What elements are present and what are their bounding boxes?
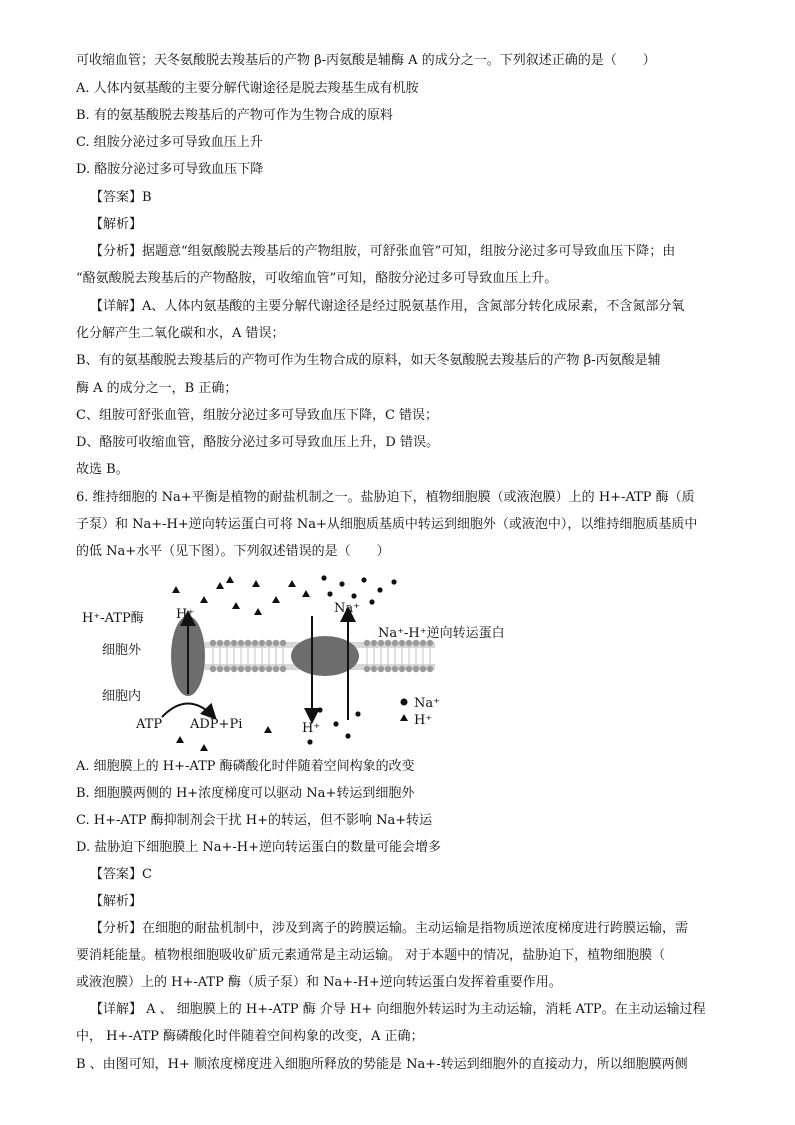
detail-line: D、酪胺可收缩血管，酪胺分泌过多可导致血压上升，D 错误。 [76, 435, 439, 450]
h-ion [172, 586, 180, 593]
na-ion [355, 711, 360, 716]
lipid-head [217, 666, 223, 672]
lipid-head [273, 640, 279, 646]
analysis-line: 要消耗能量。植物根细胞吸收矿质元素通常是主动运输。 对于本题中的情况，盐胁迫下，植物细胞膜（ [76, 948, 666, 963]
na-top-label: Na⁺ [334, 601, 360, 616]
analysis-line: 【分析】据题意“组氨酸脱去羧基后的产物组胺，可舒张血管”可知，组胺分泌过多可导致血压下降；由 [90, 244, 676, 259]
lipid-head [399, 666, 405, 672]
option-b: B. 细胞膜两侧的 H+浓度梯度可以驱动 Na+转运到细胞外 [76, 786, 415, 801]
na-ion [361, 577, 366, 582]
lipid-head [406, 666, 412, 672]
lipid-head [266, 640, 272, 646]
lipid-head [392, 666, 398, 672]
option-b: B. 有的氨基酸脱去羧基后的产物可作为生物合成的原料 [76, 108, 393, 123]
legend-na-label: Na⁺ [414, 696, 440, 711]
na-ion [369, 599, 374, 604]
atp-hydrolysis-arrow [162, 704, 214, 718]
option-a: A. 人体内氨基酸的主要分解代谢途径是脱去羧基生成有机胺 [76, 81, 419, 96]
detail-line: 【详解】A、人体内氨基酸的主要分解代谢途径是经过脱氨基作用，含氮部分转化成尿素，不含氮部分氧 [90, 299, 685, 314]
lipid-head [259, 640, 265, 646]
option-c: C. H+-ATP 酶抑制剂会干扰 H+的转运，但不影响 Na+转运 [76, 813, 433, 828]
lipid-head [252, 640, 258, 646]
lipid-head [210, 666, 216, 672]
na-ion [377, 587, 382, 592]
na-ion [307, 739, 312, 744]
lipid-head [259, 666, 265, 672]
h-ion [254, 608, 262, 615]
h-ion [176, 736, 184, 743]
na-ion [317, 707, 322, 712]
option-d: D. 酪胺分泌过多可导致血压下降 [76, 162, 264, 177]
question-6-stem: 子泵）和 Na+-H+逆向转运蛋白可将 Na+从细胞质基质中转运到细胞外（或液泡中），以维持细胞质基质中 [76, 517, 698, 532]
lipid-head [245, 640, 251, 646]
lipid-head [266, 666, 272, 672]
na-ion [333, 721, 338, 726]
h-ion [264, 726, 272, 733]
lipid-head [420, 666, 426, 672]
option-d: D. 盐胁迫下细胞膜上 Na+-H+逆向转运蛋白的数量可能会增多 [76, 840, 441, 855]
question-6-stem: 的低 Na+水平（见下图）。下列叙述错误的是（ ） [76, 544, 390, 559]
option-c: C. 组胺分泌过多可导致血压上升 [76, 135, 263, 150]
na-ion [345, 733, 350, 738]
h-ion [252, 580, 260, 587]
answer-label: 【答案】C [90, 867, 152, 882]
lipid-head [280, 666, 286, 672]
h-ion [288, 580, 296, 587]
na-ion [351, 593, 356, 598]
analysis-line: 或液泡膜）上的 H+-ATP 酶（质子泵）和 Na+-H+逆向转运蛋白发挥着重要作用。 [76, 975, 562, 990]
lipid-head [238, 640, 244, 646]
lipid-head [210, 640, 216, 646]
legend-h-marker [400, 714, 408, 721]
lipid-head [364, 666, 370, 672]
lipid-head [364, 640, 370, 646]
h-ion [200, 596, 208, 603]
h-ion [226, 576, 234, 583]
detail-line: B 、由图可知，H+ 顺浓度梯度进入细胞所释放的势能是 Na+-转运到细胞外的直接动力，所以细胞膜两侧 [76, 1057, 688, 1072]
lipid-head [224, 640, 230, 646]
option-a: A. 细胞膜上的 H+-ATP 酶磷酸化时伴随着空间构象的改变 [76, 759, 415, 774]
analysis-heading: 【解析】 [90, 217, 143, 232]
detail-line: 【详解】 A 、 细胞膜上的 H+-ATP 酶 介导 H+ 向细胞外转运时为主动运输，消耗 ATP。在主动运输过程 [90, 1002, 706, 1017]
lipid-head [378, 666, 384, 672]
legend-h-label: H⁺ [414, 713, 433, 728]
na-ion [327, 591, 332, 596]
legend-na-marker [401, 699, 408, 706]
inside-label: 细胞内 [102, 689, 142, 704]
lipid-head [217, 640, 223, 646]
h-ion [272, 596, 280, 603]
detail-line: 化分解产生二氧化碳和水，A 错误； [76, 326, 285, 341]
na-ion [339, 581, 344, 586]
lipid-head [238, 666, 244, 672]
h-ion [302, 590, 310, 597]
question-6-stem: 6. 维持细胞的 Na+平衡是植物的耐盐机制之一。盐胁迫下，植物细胞膜（或液泡膜）上的 H+-ATP 酶（质 [76, 490, 695, 505]
question-stem-line: 可收缩血管；天冬氨酸脱去羧基后的产物 β-丙氨酸是辅酶 A 的成分之一。下列叙述正确的是（ ） [76, 53, 656, 68]
atp-label: ATP [136, 717, 163, 732]
antiporter-label: Na⁺-H⁺逆向转运蛋白 [378, 626, 505, 641]
lipid-head [273, 666, 279, 672]
lipid-head [413, 666, 419, 672]
lipid-head [245, 666, 251, 672]
detail-line: 酶 A 的成分之一，B 正确； [76, 381, 238, 396]
h-ion [200, 744, 208, 751]
lipid-head [231, 666, 237, 672]
h-bottom-label: H⁺ [302, 721, 321, 736]
analysis-line: 【分析】在细胞的耐盐机制中，涉及到离子的跨膜运输。主动运输是指物质逆浓度梯度进行跨膜运输，需 [90, 921, 689, 936]
lipid-head [427, 666, 433, 672]
h-ion [216, 582, 224, 589]
adp-label: ADP+Pi [190, 717, 243, 732]
h-ion [232, 602, 240, 609]
detail-line: 中， H+-ATP 酶磷酸化时伴随着空间构象的改变，A 正确； [76, 1029, 424, 1044]
lipid-head [231, 640, 237, 646]
h-top-label: H⁺ [176, 607, 195, 622]
analysis-heading: 【解析】 [90, 894, 143, 909]
answer-label: 【答案】B [90, 190, 152, 205]
conclusion-line: 故选 B。 [76, 462, 129, 477]
analysis-line: “酪氨酸脱去羧基后的产物酪胺，可收缩血管”可知，酪胺分泌过多可导致血压上升。 [76, 271, 558, 286]
pump-label: H⁺-ATP酶 [82, 611, 144, 626]
lipid-head [224, 666, 230, 672]
lipid-head [385, 666, 391, 672]
na-ion [391, 579, 396, 584]
lipid-head [252, 666, 258, 672]
detail-line: C、组胺可舒张血管，组胺分泌过多可导致血压下降，C 错误； [76, 408, 439, 423]
lipid-head [280, 640, 286, 646]
na-ion [321, 575, 326, 580]
detail-line: B、有的氨基酸脱去羧基后的产物可作为生物合成的原料，如天冬氨酸脱去羧基后的产物 β-丙氨酸是辅 [76, 353, 661, 368]
lipid-head [371, 666, 377, 672]
outside-label: 细胞外 [102, 643, 142, 658]
lipid-head [371, 640, 377, 646]
membrane-transport-figure [80, 572, 505, 752]
